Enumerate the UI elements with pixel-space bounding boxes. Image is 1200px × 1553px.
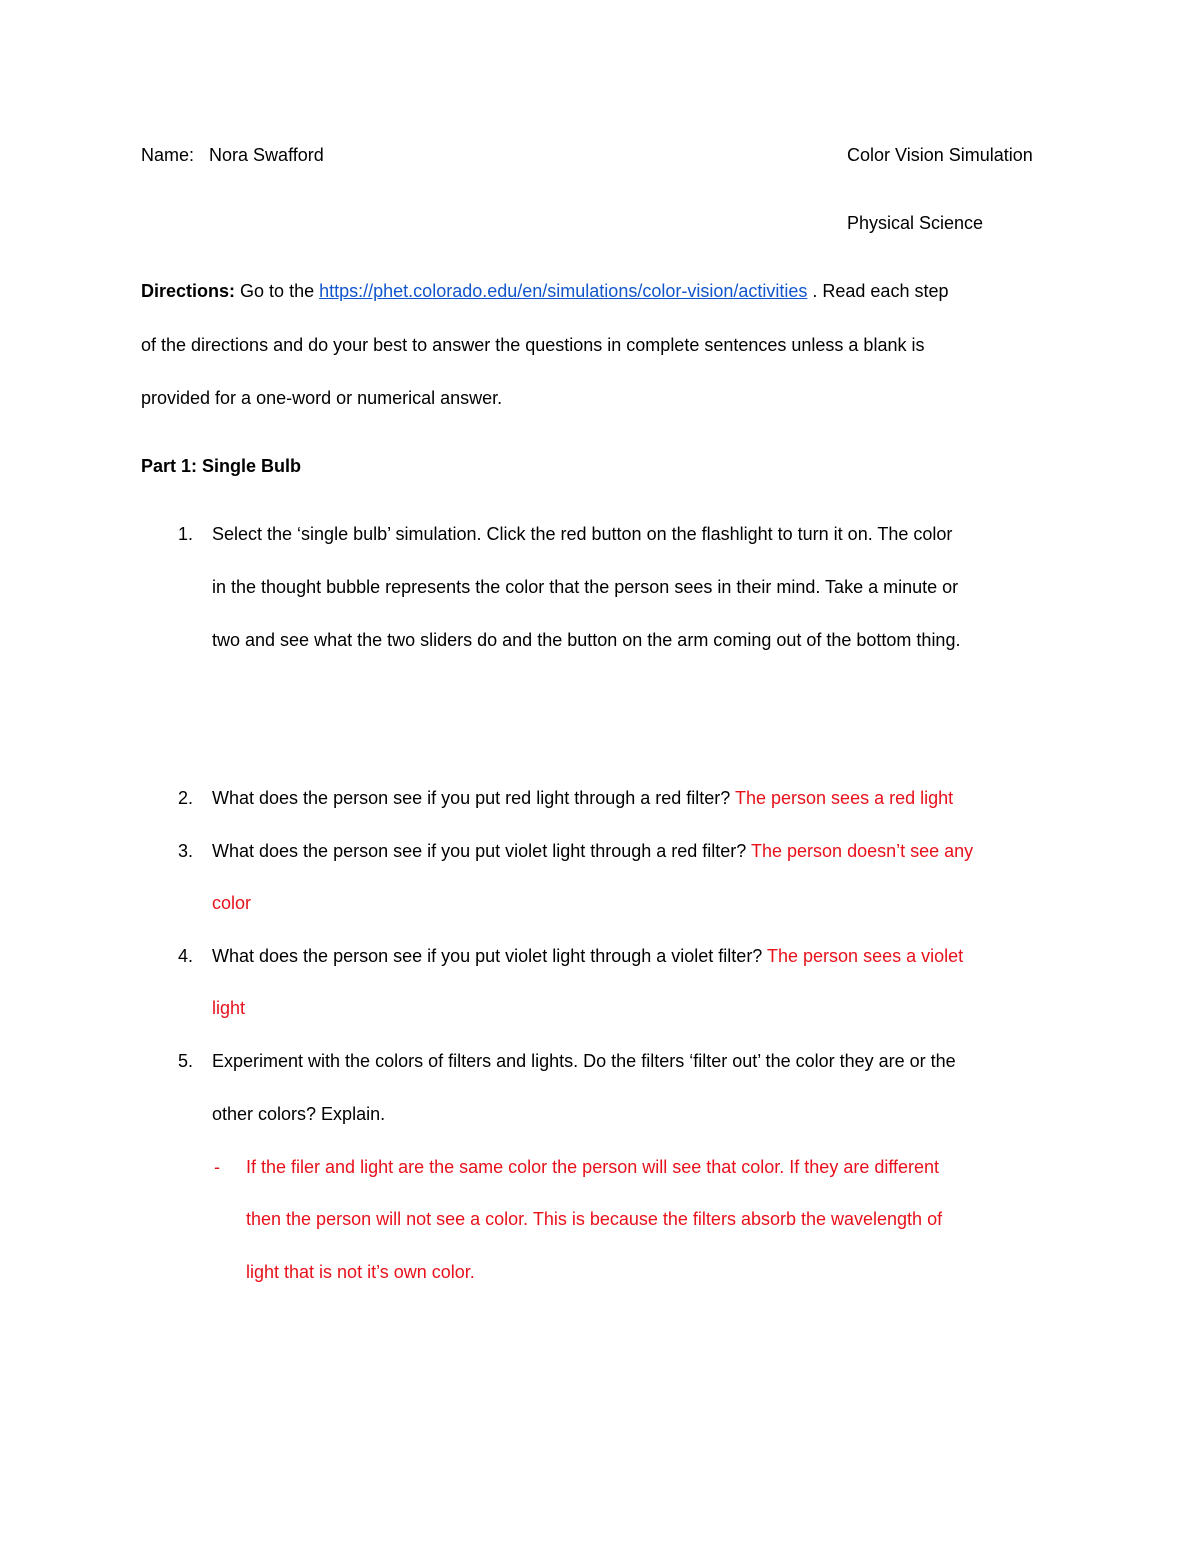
directions-label: Directions:: [141, 281, 236, 301]
item-5-line-2: other colors? Explain.: [212, 1104, 386, 1124]
item-3-line-1: [212, 840, 973, 862]
directions-line-1: [141, 280, 948, 302]
item-4-answer-part-1: The person sees a violet: [767, 946, 964, 966]
item-number: 2.: [177, 788, 193, 808]
item-1-line-3: two and see what the two sliders do and the button on the arm coming out of the bottom thing.: [212, 630, 961, 650]
item-1-line-1: Select the ‘single bulb’ simulation. Click the red button on the flashlight to turn it on. The color: [212, 524, 953, 544]
answer-bullet: -: [214, 1157, 220, 1177]
directions-line-2: of the directions and do your best to answer the questions in complete sentences unless a blank is: [141, 335, 925, 355]
item-number: 4.: [177, 946, 193, 966]
subject: Physical Science: [847, 213, 984, 233]
part1-heading: Part 1: Single Bulb: [141, 456, 302, 476]
item-number: 5.: [177, 1051, 193, 1071]
item-number: 1.: [177, 524, 193, 544]
item-3-answer-part-1: The person doesn’t see any: [751, 841, 974, 861]
name-field: [141, 144, 324, 166]
directions-text: Go to the: [240, 281, 315, 301]
item-1-line-2: in the thought bubble represents the color that the person sees in their mind. Take a minute or: [212, 577, 959, 597]
item-5-line-1: Experiment with the colors of filters and lights. Do the filters ‘filter out’ the color they are or the: [212, 1051, 956, 1071]
name-label: Name:: [141, 145, 195, 165]
item-4-question: What does the person see if you put violet light through a violet filter?: [212, 946, 763, 966]
document-title: Color Vision Simulation: [847, 145, 1033, 165]
name-value: Nora Swafford: [209, 145, 324, 165]
directions-text-after: . Read each step: [812, 281, 949, 301]
item-4-line-1: [212, 945, 963, 967]
item-5-answer-line-3: light that is not it’s own color.: [246, 1262, 475, 1282]
phet-link[interactable]: https://phet.colorado.edu/en/simulations/color-vision/activities: [319, 281, 808, 301]
item-number: 3.: [177, 841, 193, 861]
item-4-answer-part-2: light: [212, 998, 246, 1018]
directions-line-3: provided for a one-word or numerical answer.: [141, 388, 503, 408]
item-5-answer-line-2: then the person will not see a color. This is because the filters absorb the wavelength of: [246, 1209, 943, 1229]
item-3-question: What does the person see if you put violet light through a red filter?: [212, 841, 747, 861]
item-2-question: What does the person see if you put red light through a red filter?: [212, 788, 731, 808]
item-2-answer: The person sees a red light: [735, 788, 954, 808]
item-5-answer-line-1: If the filer and light are the same color the person will see that color. If they are different: [246, 1157, 940, 1177]
item-3-answer-part-2: color: [212, 893, 252, 913]
item-2-line: [212, 787, 953, 809]
